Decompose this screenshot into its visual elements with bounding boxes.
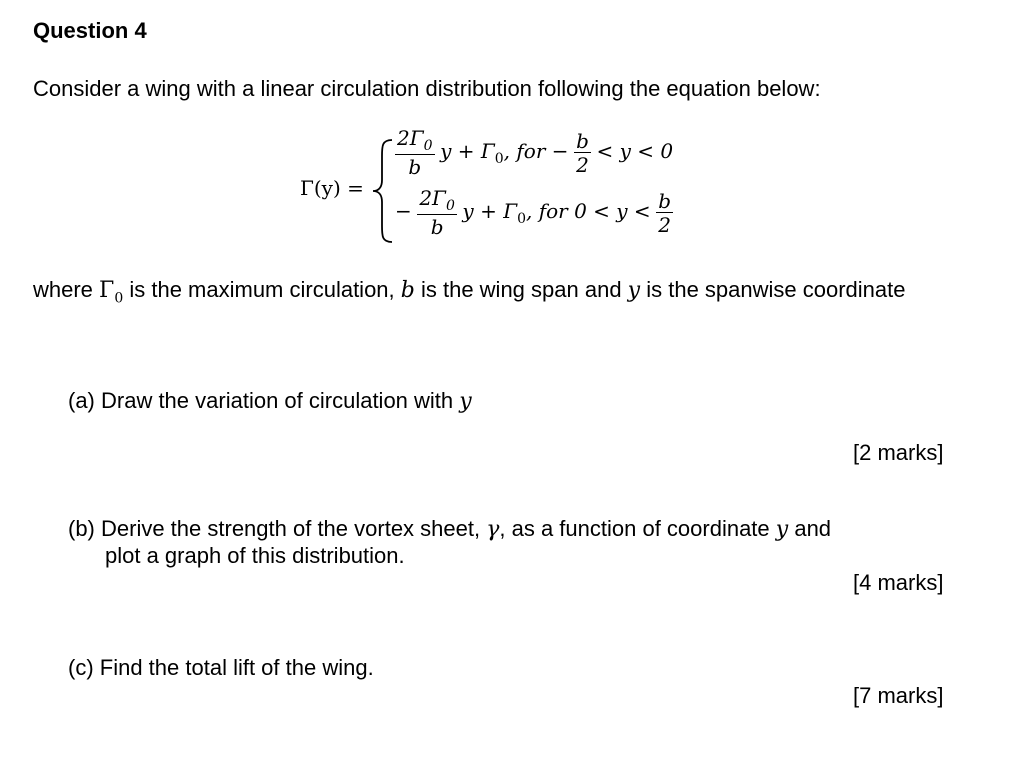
- where-gamma-sub: 0: [114, 290, 124, 307]
- part-a-marks: [2 marks]: [853, 440, 944, 465]
- part-b-var-1: γ: [486, 517, 500, 542]
- part-b-text-1: (b) Derive the strength of the vortex sheet,: [68, 516, 487, 541]
- part-b-line-2: plot a graph of this distribution.: [105, 543, 405, 568]
- row2-half-fraction: [656, 188, 673, 237]
- left-brace-icon: [370, 136, 396, 246]
- where-gamma: Γ: [99, 278, 115, 303]
- part-b: [68, 516, 948, 569]
- equation-row-1: [395, 128, 673, 177]
- row2-half-den: 2: [658, 212, 672, 237]
- row2-lead: −: [395, 198, 412, 223]
- row2-for: , for 0 < y <: [526, 198, 651, 223]
- circulation-equation: [300, 128, 700, 248]
- row1-tail: < y < 0: [596, 138, 674, 163]
- part-b-var-2: y: [775, 517, 789, 542]
- part-b-text-2: , as a function of coordinate: [499, 516, 776, 541]
- row2-half-num: b: [658, 188, 672, 213]
- row2-mid-sub: 0: [517, 210, 526, 227]
- part-a-var: y: [459, 389, 472, 414]
- where-text-2: is the maximum circulation,: [123, 277, 401, 302]
- where-text-1: where: [33, 277, 100, 302]
- part-b-text-3: and: [788, 516, 832, 541]
- row1-half-num: b: [576, 128, 589, 153]
- row2-numerator: 2Γ: [419, 186, 446, 210]
- where-paragraph: [33, 276, 933, 312]
- part-c: (c) Find the total lift of the wing.: [68, 655, 374, 680]
- where-text-3: is the wing span and: [414, 277, 628, 302]
- where-y: y: [627, 278, 641, 303]
- where-text-4: is the spanwise coordinate: [640, 277, 906, 302]
- part-b-line-1: [68, 516, 948, 543]
- question-title: Question 4: [33, 18, 147, 43]
- equation-row-2: [395, 188, 673, 237]
- row1-numerator: 2Γ: [397, 126, 424, 150]
- row2-numerator-sub: 0: [445, 198, 455, 214]
- row1-mid-sub: 0: [494, 150, 504, 167]
- row1-fraction: [395, 128, 435, 177]
- row1-denominator: b: [408, 155, 422, 179]
- intro-text: Consider a wing with a linear circulation distribution following the equation below:: [33, 76, 821, 101]
- part-b-marks: [4 marks]: [853, 570, 944, 595]
- row1-numerator-sub: 0: [423, 138, 433, 154]
- row1-for: , for −: [503, 138, 569, 163]
- row1-mid: y + Γ: [440, 138, 495, 163]
- row2-fraction: [417, 188, 457, 237]
- equation-lhs: Γ(y) =: [300, 176, 364, 200]
- where-b: b: [400, 278, 415, 303]
- part-a-text: (a) Draw the variation of circulation with: [68, 388, 460, 413]
- row2-mid: y + Γ: [462, 198, 518, 223]
- row2-denominator: b: [430, 215, 444, 239]
- part-a: [68, 388, 472, 414]
- part-c-marks: [7 marks]: [853, 683, 944, 708]
- row1-half-fraction: [574, 128, 591, 177]
- row1-half-den: 2: [576, 152, 589, 177]
